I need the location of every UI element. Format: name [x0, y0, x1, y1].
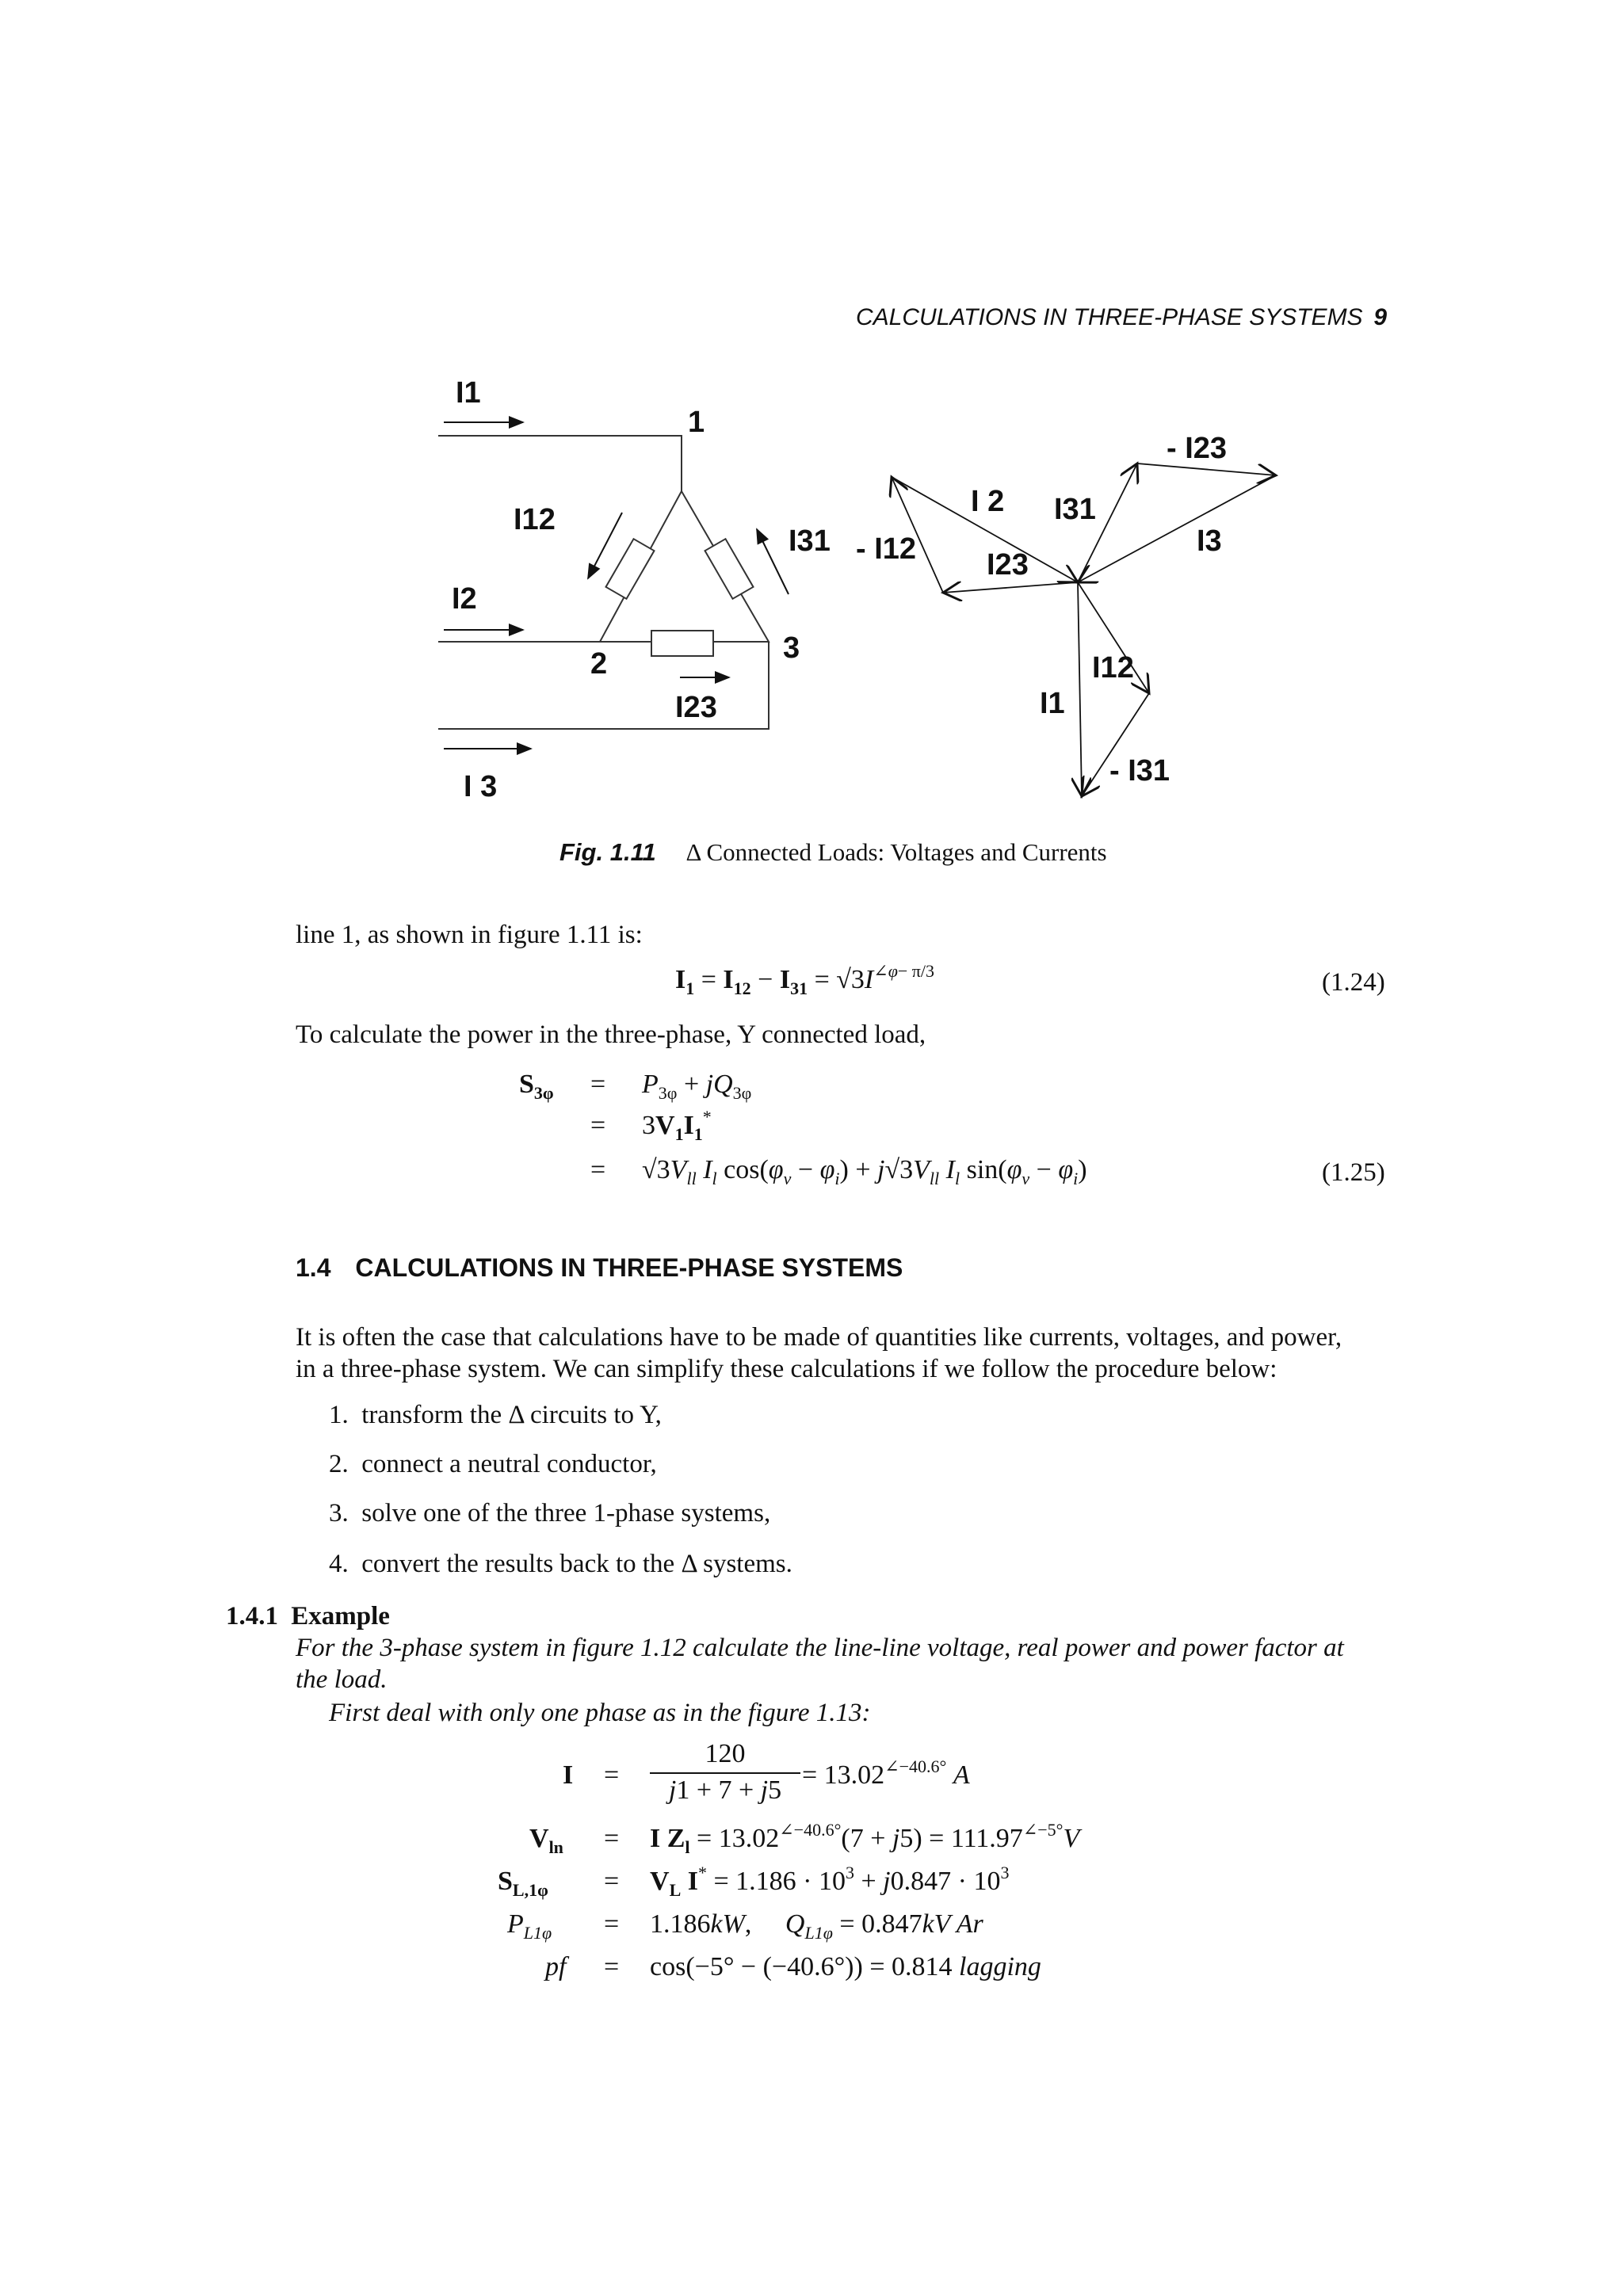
example-eq-equals: = — [604, 1867, 620, 1896]
example-eq-lhs-sl: $S_{L,1\varphi}$ — [498, 1867, 548, 1900]
body-line: line 1, as shown in figure 1.11 is: — [296, 921, 643, 949]
label-node1: 1 — [688, 406, 705, 439]
label-node2: 2 — [590, 647, 608, 681]
figure-1-11 — [428, 372, 1300, 816]
label-i23: I23 — [675, 691, 717, 724]
example-eq-equals: = — [604, 1952, 620, 1981]
label-i2: I2 — [452, 582, 477, 616]
equation-1-25-rhs2: $3V_1I_1^*$ — [642, 1107, 712, 1144]
example-eq-equals: = — [604, 1824, 620, 1853]
delta-circuit — [438, 436, 769, 729]
equation-number: (1.24) — [1322, 968, 1385, 997]
paragraph-line: in a three-phase system. We can simplify these calculations if we follow the procedure below: — [296, 1355, 1277, 1383]
example-eq-p-rhs: 1.186kW, $Q_{L1\varphi} = 0.847kV$ Ar — [650, 1909, 983, 1943]
phasor-label-i1: I1 — [1040, 687, 1065, 720]
example-eq-lhs-vln: $V_{ln}$ — [529, 1824, 563, 1857]
equation-1-25-rhs1: $P_{3\varphi} + jQ_{3\varphi}$ — [642, 1070, 752, 1103]
list-item: 2. connect a neutral conductor, — [329, 1450, 657, 1478]
example-eq-vln-rhs: I $Z_l = 13.02^{\angle-40.6^\circ}(7 + j5) = 111.97^{\angle-5^\circ}V$ — [650, 1820, 1080, 1857]
label-i31: I31 — [789, 524, 831, 558]
label-i12: I12 — [514, 503, 556, 536]
phasor-label-minus-i12: - I12 — [856, 532, 917, 566]
equation-1-25-rhs3: $√3V_{ll}$ $I_l$ $\cos(\varphi_v - \varphi_i) + j√3V_{ll}$ $I_l$ $\sin(\varphi_v - \varphi_i)$ — [642, 1155, 1087, 1188]
running-head-title: CALCULATIONS IN THREE-PHASE SYSTEMS — [856, 304, 1363, 330]
example-line: the load. — [296, 1665, 388, 1694]
phasor-label-minus-i31: - I31 — [1109, 754, 1170, 788]
example-eq-result: = $13.02^{\angle-40.6^\circ}$ A — [802, 1756, 970, 1790]
body-line: To calculate the power in the three-phase, Y connected load, — [296, 1020, 926, 1049]
example-eq-lhs-i: I — [563, 1760, 574, 1790]
example-eq-sl-rhs: $V_L$ $I^* = 1.186 \cdot 10^3 + j0.847 \cdot 10^3$ — [650, 1863, 1010, 1900]
paragraph-line: It is often the case that calculations have to be made of quantities like currents, voltages, and power, — [296, 1323, 1342, 1352]
phasor-label-i23: I23 — [987, 548, 1029, 582]
list-item: 1. transform the Δ circuits to Y, — [329, 1401, 662, 1429]
section-title: CALCULATIONS IN THREE-PHASE SYSTEMS — [355, 1253, 903, 1282]
list-item: 3. solve one of the three 1-phase systems, — [329, 1499, 771, 1527]
circuit-labels — [452, 376, 831, 803]
equation-1-25-eq2: = — [590, 1111, 606, 1140]
section-heading — [296, 1253, 903, 1283]
subsection-heading — [226, 1602, 390, 1631]
phasor-label-i12: I12 — [1092, 651, 1134, 685]
caption-text: Δ Connected Loads: Voltages and Currents — [685, 838, 1107, 866]
example-eq-equals: = — [604, 1760, 620, 1790]
subsection-number: 1.4.1 — [226, 1602, 278, 1630]
example-eq-lhs-pf: pf — [545, 1952, 567, 1981]
label-node3: 3 — [783, 631, 800, 665]
phasor-label-i2: I 2 — [971, 485, 1005, 518]
phasor-labels — [856, 432, 1227, 788]
example-eq-equals: = — [604, 1909, 620, 1939]
equation-1-25-line1: $S_{3\varphi}$ — [519, 1070, 554, 1103]
example-eq-lhs-p: $P_{L1\varphi}$ — [507, 1909, 552, 1943]
equation-1-25-eq1: = — [590, 1070, 606, 1099]
example-eq-fraction: 120 j1 + 7 + j5 — [650, 1739, 800, 1806]
caption-number: Fig. 1.11 — [559, 838, 656, 866]
equation-1-25-eq3: = — [590, 1155, 606, 1184]
example-line: First deal with only one phase as in the figure 1.13: — [329, 1699, 871, 1727]
running-head — [856, 304, 1387, 331]
phasor-label-minus-i23: - I23 — [1167, 432, 1228, 465]
phasor-label-i31: I31 — [1054, 493, 1096, 526]
example-eq-pf-rhs: cos(−5° − (−40.6°)) = 0.814 lagging — [650, 1952, 1041, 1981]
example-line: For the 3-phase system in figure 1.12 calculate the line-line voltage, real power and power factor at — [296, 1634, 1344, 1662]
list-item: 4. convert the results back to the Δ systems. — [329, 1550, 792, 1578]
equation-1-24: $I_1 = I_{12} - I_{31} = √3I^{\angle\varphi- \pi/3}$ — [675, 961, 934, 998]
label-i1: I1 — [456, 376, 481, 410]
label-i3: I 3 — [464, 770, 498, 803]
figure-caption — [559, 838, 1107, 867]
phasor-label-i3: I3 — [1197, 524, 1222, 558]
section-number: 1.4 — [296, 1253, 331, 1282]
subsection-title: Example — [291, 1602, 390, 1630]
page-number: 9 — [1373, 304, 1387, 330]
equation-number: (1.25) — [1322, 1158, 1385, 1187]
